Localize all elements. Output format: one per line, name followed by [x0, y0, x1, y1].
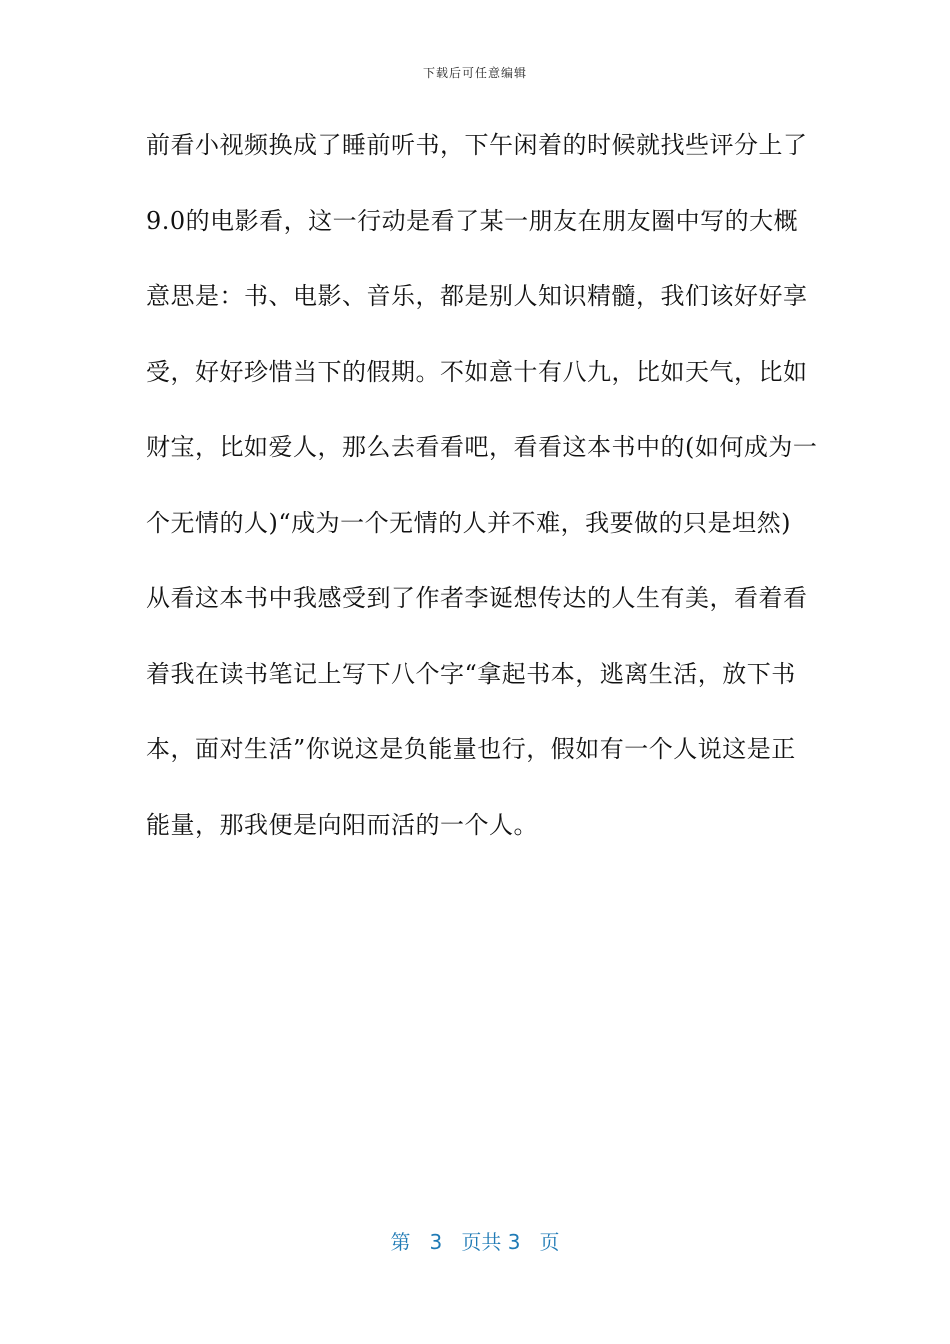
text-line-10: 能量，那我便是向阳而活的一个人。 [146, 810, 538, 839]
text-line-1: 前看小视频换成了睡前听书，下午闲着的时候就找些评分上了 [146, 131, 808, 159]
page-label-prefix: 第 [390, 1230, 411, 1254]
text-line-6: 个无情的人)“成为一个无情的人并不难，我要做的只是坦然) [146, 508, 791, 537]
text-line-5: 财宝，比如爱人，那么去看看吧，看看这本书中的(如何成为一 [146, 433, 818, 461]
text-line-3: 意思是：书、电影、音乐，都是别人知识精髓，我们该好好享 [146, 282, 808, 310]
page-label-suffix: 页 [539, 1230, 560, 1254]
text-line-9: 本，面对生活”你说这是负能量也行，假如有一个人说这是正 [146, 735, 796, 763]
text-line-8: 着我在读书笔记上写下八个字“拿起书本，逃离生活，放下书 [146, 659, 796, 688]
total-pages-number: 3 [507, 1230, 521, 1254]
page-footer [0, 1226, 950, 1255]
text-line-7: 从看这本书中我感受到了作者李诞想传达的人生有美，看着看 [146, 584, 808, 612]
page-label-mid: 页共 [461, 1230, 502, 1254]
text-line-4: 受，好好珍惜当下的假期。不如意十有八九，比如天气，比如 [146, 357, 808, 386]
body-paragraph [146, 126, 826, 881]
current-page-number: 3 [429, 1230, 443, 1254]
text-line-2: 9.0的电影看，这一行动是看了某一朋友在朋友圈中写的大概 [146, 206, 799, 235]
page-header: 下载后可任意编辑 [422, 66, 527, 80]
